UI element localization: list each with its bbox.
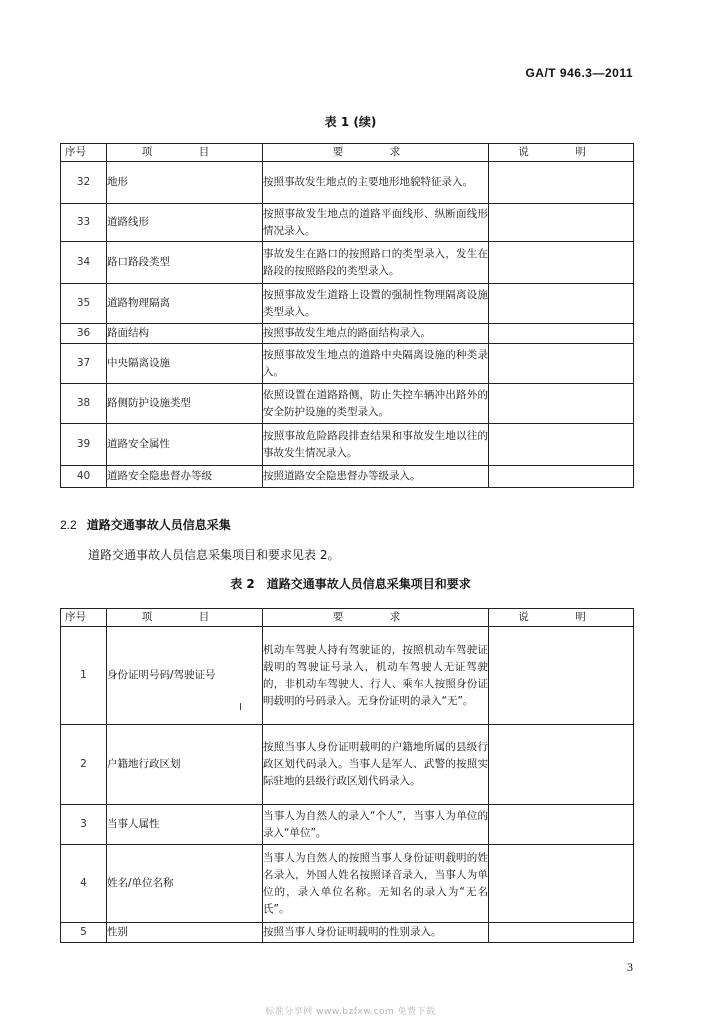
row-number: 38 (61, 384, 107, 424)
col-header-no: 序号 (61, 144, 107, 162)
row-item: 身份证明号码/驾驶证号 (107, 627, 263, 725)
row-number: 37 (61, 344, 107, 384)
row-number: 40 (61, 466, 107, 488)
page-number: 3 (627, 960, 633, 974)
row-item: 性别 (107, 923, 263, 943)
col-header-note: 说 明 (489, 609, 634, 627)
section-title: 道路交通事故人员信息采集 (86, 518, 231, 532)
section-number: 2.2 (60, 518, 77, 532)
table-row (61, 344, 634, 384)
row-note (489, 725, 634, 805)
row-requirement: 按照事故发生地点的道路中央隔离设施的种类录入。 (263, 344, 489, 384)
table-row (61, 805, 634, 845)
row-item: 道路物理隔离 (107, 284, 263, 324)
row-item: 道路线形 (107, 204, 263, 242)
table-row (61, 242, 634, 284)
table-row (61, 162, 634, 204)
row-requirement: 依照设置在道路路侧，防止失控车辆冲出路外的安全防护设施的类型录入。 (263, 384, 489, 424)
row-requirement: 按照道路安全隐患督办等级录入。 (263, 466, 489, 488)
row-item: 道路安全属性 (107, 424, 263, 466)
table-row (61, 204, 634, 242)
row-number: 32 (61, 162, 107, 204)
watermark: 标准分享网 www.bzfxw.com 免费下载 (265, 1007, 436, 1017)
row-requirement: 当事人为自然人的按照当事人身份证明载明的姓名录入，外国人姓名按照译音录入，当事人为单位的，录入单位名称。无知名的录入为“无名氏”。 (263, 845, 489, 923)
standard-code: GA/T 946.3—2011 (525, 66, 633, 80)
table-row (61, 424, 634, 466)
col-header-req: 要 求 (263, 144, 489, 162)
row-number: 4 (61, 845, 107, 923)
table-row (61, 384, 634, 424)
row-requirement: 按照事故危险路段排查结果和事故发生地以往的事故发生情况录入。 (263, 424, 489, 466)
col-header-no: 序号 (61, 609, 107, 627)
row-note (489, 324, 634, 344)
row-requirement: 按照当事人身份证明载明的户籍地所属的县级行政区划代码录入。当事人是军人、武警的按照实际驻地的县级行政区划代码录入。 (263, 725, 489, 805)
row-number: 35 (61, 284, 107, 324)
section-heading (60, 516, 231, 533)
row-number: 2 (61, 725, 107, 805)
row-item: 中央隔离设施 (107, 344, 263, 384)
row-item: 路面结构 (107, 324, 263, 344)
row-note (489, 344, 634, 384)
table1 (60, 143, 634, 488)
row-number: 33 (61, 204, 107, 242)
row-item: 户籍地行政区划 (107, 725, 263, 805)
row-note (489, 627, 634, 725)
row-number: 39 (61, 424, 107, 466)
col-header-item: 项 目 (107, 609, 263, 627)
row-number: 3 (61, 805, 107, 845)
table-row (61, 324, 634, 344)
row-note (489, 242, 634, 284)
row-requirement: 机动车驾驶人持有驾驶证的，按照机动车驾驶证载明的驾驶证号录入，机动车驾驶人无证驾驶的，非机动车驾驶人、行人、乘车人按照身份证明载明的号码录入。无身份证明的录入“无”。 (263, 627, 489, 725)
row-requirement: 按照事故发生地点的道路平面线形、纵断面线形情况录入。 (263, 204, 489, 242)
table2 (60, 608, 634, 943)
col-header-item: 项 目 (107, 144, 263, 162)
row-note (489, 923, 634, 943)
col-header-req: 要 求 (263, 609, 489, 627)
row-note (489, 424, 634, 466)
table1-caption: 表 1 (续) (324, 115, 377, 129)
table-row (61, 923, 634, 943)
row-note (489, 204, 634, 242)
col-header-note: 说 明 (489, 144, 634, 162)
row-number: 36 (61, 324, 107, 344)
row-note (489, 162, 634, 204)
table-row (61, 284, 634, 324)
row-requirement: 当事人为自然人的录入“个人”，当事人为单位的录入“单位”。 (263, 805, 489, 845)
row-note (489, 284, 634, 324)
row-item: 当事人属性 (107, 805, 263, 845)
row-requirement: 按照事故发生地点的主要地形地貌特征录入。 (263, 162, 489, 204)
table-row (61, 845, 634, 923)
row-requirement: 按照事故发生道路上设置的强制性物理隔离设施类型录入。 (263, 284, 489, 324)
row-note (489, 805, 634, 845)
row-requirement: 按照事故发生地点的路面结构录入。 (263, 324, 489, 344)
scan-mark (240, 703, 241, 710)
row-item: 地形 (107, 162, 263, 204)
table-row (61, 725, 634, 805)
row-note (489, 384, 634, 424)
row-item: 姓名/单位名称 (107, 845, 263, 923)
row-item: 路口路段类型 (107, 242, 263, 284)
row-note (489, 466, 634, 488)
row-item: 路侧防护设施类型 (107, 384, 263, 424)
row-number: 34 (61, 242, 107, 284)
section-intro: 道路交通事故人员信息采集项目和要求见表 2。 (88, 548, 340, 562)
row-number: 1 (61, 627, 107, 725)
row-requirement: 按照当事人身份证明载明的性别录入。 (263, 923, 489, 943)
table-row (61, 627, 634, 725)
row-requirement: 事故发生在路口的按照路口的类型录入，发生在路段的按照路段的类型录入。 (263, 242, 489, 284)
row-note (489, 845, 634, 923)
table-row (61, 466, 634, 488)
table2-caption: 表 2 道路交通事故人员信息采集项目和要求 (230, 577, 471, 591)
row-item: 道路安全隐患督办等级 (107, 466, 263, 488)
row-number: 5 (61, 923, 107, 943)
